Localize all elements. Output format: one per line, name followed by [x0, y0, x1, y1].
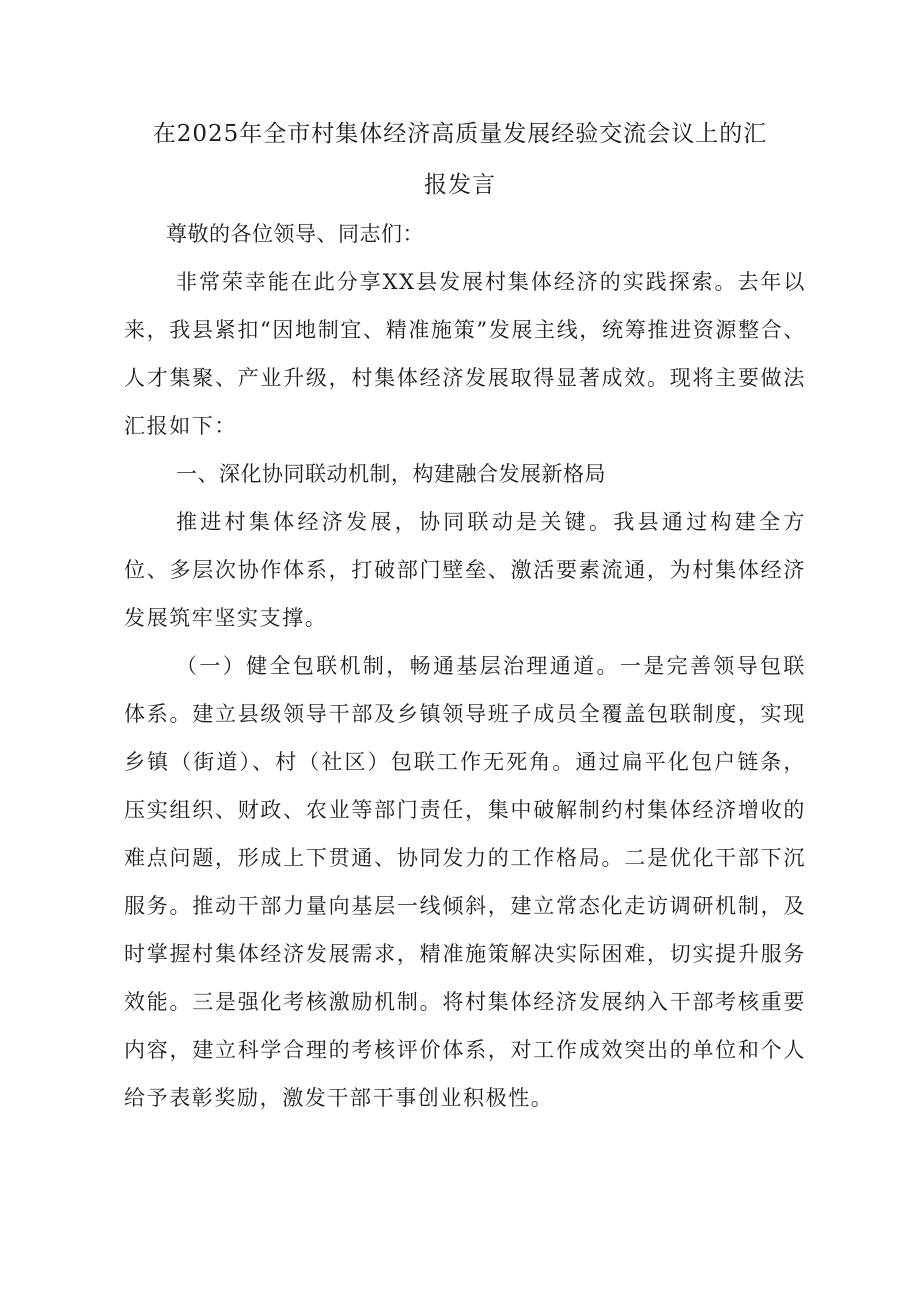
section-heading: 一、深化协同联动机制，构建融合发展新格局 — [176, 462, 606, 486]
document-title-line-1: 在2025年全市村集体经济高质量发展经验交流会议上的汇 — [152, 121, 768, 147]
intro-paragraph: 非常荣幸能在此分享XX县发展村集体经济的实践探索。去年以来，我县紧扣“因地制宜、精准施策”发展主线，统筹推进资源整合、人才集聚、产业升级，村集体经济发展取得显著成效。现将主要做法汇报如下： — [124, 270, 806, 438]
document-title-line-2: 报发言 — [424, 172, 496, 198]
salutation: 尊敬的各位领导、同志们： — [166, 222, 424, 246]
section-intro-paragraph: 推进村集体经济发展，协同联动是关键。我县通过构建全方位、多层次协作体系，打破部门壁垒、激活要素流通，为村集体经济发展筑牢坚实支撑。 — [124, 510, 806, 630]
subsection-paragraph: （一）健全包联机制，畅通基层治理通道。一是完善领导包联体系。建立县级领导干部及乡镇领导班子成员全覆盖包联制度，实现乡镇（街道）、村（社区）包联工作无死角。通过扁平化包户链条，压实组织、财政、农业等部门责任，集中破解制约村集体经济增收的难点问题，形成上下贯通、协同发力的工作格局。二是优化干部下沉服务。推动干部力量向基层一线倾斜，建立常态化走访调研机制，及时掌握村集体经济发展需求，精准施策解决实际困难，切实提升服务效能。三是强化考核激励机制。将村集体经济发展纳入干部考核重要内容，建立科学合理的考核评价体系，对工作成效突出的单位和个人给予表彰奖励，激发干部干事创业积极性。 — [124, 654, 806, 1110]
